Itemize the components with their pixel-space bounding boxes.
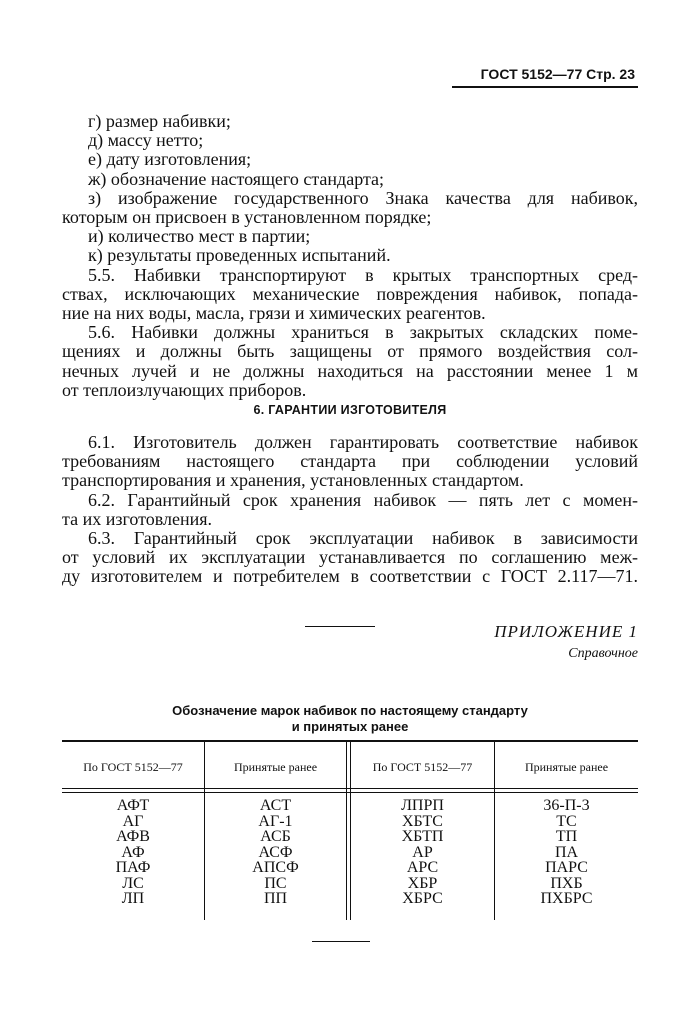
paragraph-6-3-line: 6.3. Гарантийный срок эксплуатации набивок в зависимости — [88, 528, 638, 549]
table-cell: ХБР — [407, 874, 438, 892]
table-caption-line: Обозначение марок набивок по настоящему стандарту — [172, 703, 528, 718]
list-item: к) результаты проведенных испытаний. — [88, 245, 391, 266]
table-cell: ХБТС — [402, 812, 443, 830]
table-column — [205, 798, 346, 907]
table-cell: АГ — [122, 812, 144, 830]
table-cell: АФТ — [116, 797, 150, 814]
column-header: Принятые ранее — [233, 760, 318, 774]
header-rule — [452, 86, 638, 88]
table-cell: АРС — [406, 859, 439, 876]
table-cell: ПС — [264, 874, 287, 892]
section-6-heading: 6. ГАРАНТИИ ИЗГОТОВИТЕЛЯ — [253, 403, 447, 417]
paragraph-5-5-line: ние на них воды, масла, грязи и химических реагентов. — [62, 303, 486, 324]
table-cell: ХБРС — [402, 890, 443, 907]
paragraph-6-2-line: 6.2. Гарантийный срок хранения набивок — пять лет с момен- — [88, 489, 638, 510]
section-6-text — [62, 433, 638, 587]
paragraph-6-3-line: от условий их эксплуатации устанавливается по соглашению меж- — [62, 547, 638, 568]
table-cell: ЛП — [121, 890, 145, 907]
section-divider — [305, 626, 375, 627]
column-divider — [346, 740, 347, 920]
section-5-text — [62, 112, 638, 400]
list-item: д) массу нетто; — [88, 130, 204, 151]
table-cell: АСФ — [258, 843, 293, 861]
table-cell: АР — [412, 843, 433, 861]
paragraph-5-6-line: нечных лучей и не должны находиться на расстоянии менее 1 м — [62, 360, 638, 381]
table-caption — [62, 703, 638, 735]
appendix-heading — [420, 622, 638, 662]
list-item: г) размер набивки; — [88, 111, 231, 131]
table-column — [351, 798, 494, 907]
paragraph-6-1-line: транспортирования и хранения, установленных стандартом. — [62, 470, 524, 491]
table-cell: ПАФ — [115, 859, 151, 876]
paragraph-6-1-line: требованиям настоящего стандарта при соблюдении условий — [62, 451, 638, 472]
table-cell: ЛС — [122, 874, 144, 892]
table-cell: ХБТП — [401, 828, 444, 845]
table-cell: ЛПРП — [401, 797, 444, 814]
table-cell: 36-П-3 — [543, 797, 590, 814]
paragraph-6-3-line: ду изготовителем и потребителем в соответствии с ГОСТ 2.117—71. — [62, 566, 638, 587]
table-column — [62, 798, 204, 907]
page-header: ГОСТ 5152—77 Стр. 23 — [480, 66, 635, 82]
paragraph-5-5-line: 5.5. Набивки транспортируют в крытых транспортных сред- — [88, 264, 638, 285]
table-cell: ПАРС — [545, 859, 588, 876]
list-item: и) количество мест в партии; — [88, 226, 311, 247]
table-cell: АПСФ — [252, 859, 299, 876]
end-divider — [312, 941, 370, 942]
table-cell: АФ — [121, 843, 145, 861]
paragraph-5-6-line: щениях и должны быть защищены от прямого воздействия сол- — [62, 341, 638, 362]
table-caption-line: и принятых ранее — [291, 719, 409, 734]
table-cell: ПА — [554, 843, 579, 861]
table-cell: АСБ — [260, 828, 291, 845]
list-item: ж) обозначение настоящего стандарта; — [88, 168, 385, 189]
table-cell: ТП — [555, 828, 578, 845]
list-item-continuation: которым он присвоен в установленном порядке; — [62, 207, 432, 228]
paragraph-5-6-line: от теплоизлучающих приборов. — [62, 379, 307, 400]
table-cell: ТС — [556, 812, 577, 830]
table-cell: АФВ — [116, 828, 150, 845]
paragraph-6-2-line: та их изготовления. — [62, 508, 213, 529]
column-header: Принятые ранее — [524, 760, 609, 774]
list-item: е) дату изготовления; — [88, 149, 252, 170]
designations-table — [62, 740, 638, 920]
appendix-title: ПРИЛОЖЕНИЕ 1 — [494, 622, 638, 641]
paragraph-5-6-line: 5.6. Набивки должны храниться в закрытых складских поме- — [88, 322, 638, 343]
table-column — [495, 798, 638, 907]
table-cell: ПХБ — [550, 874, 583, 892]
paragraph-5-5-line: ствах, исключающих механические повреждения набивок, попада- — [62, 283, 638, 304]
appendix-subtitle: Справочное — [568, 646, 638, 661]
column-header: По ГОСТ 5152—77 — [83, 760, 183, 774]
table-cell: ПХБРС — [540, 890, 593, 907]
table-cell: АСТ — [259, 797, 292, 814]
column-header: По ГОСТ 5152—77 — [372, 760, 473, 774]
paragraph-6-1-line: 6.1. Изготовитель должен гарантировать соответствие набивок — [88, 432, 638, 452]
table-cell: АГ-1 — [258, 812, 293, 830]
table-cell: ПП — [263, 890, 288, 907]
list-item: з) изображение государственного Знака качества для набивок, — [88, 187, 638, 208]
